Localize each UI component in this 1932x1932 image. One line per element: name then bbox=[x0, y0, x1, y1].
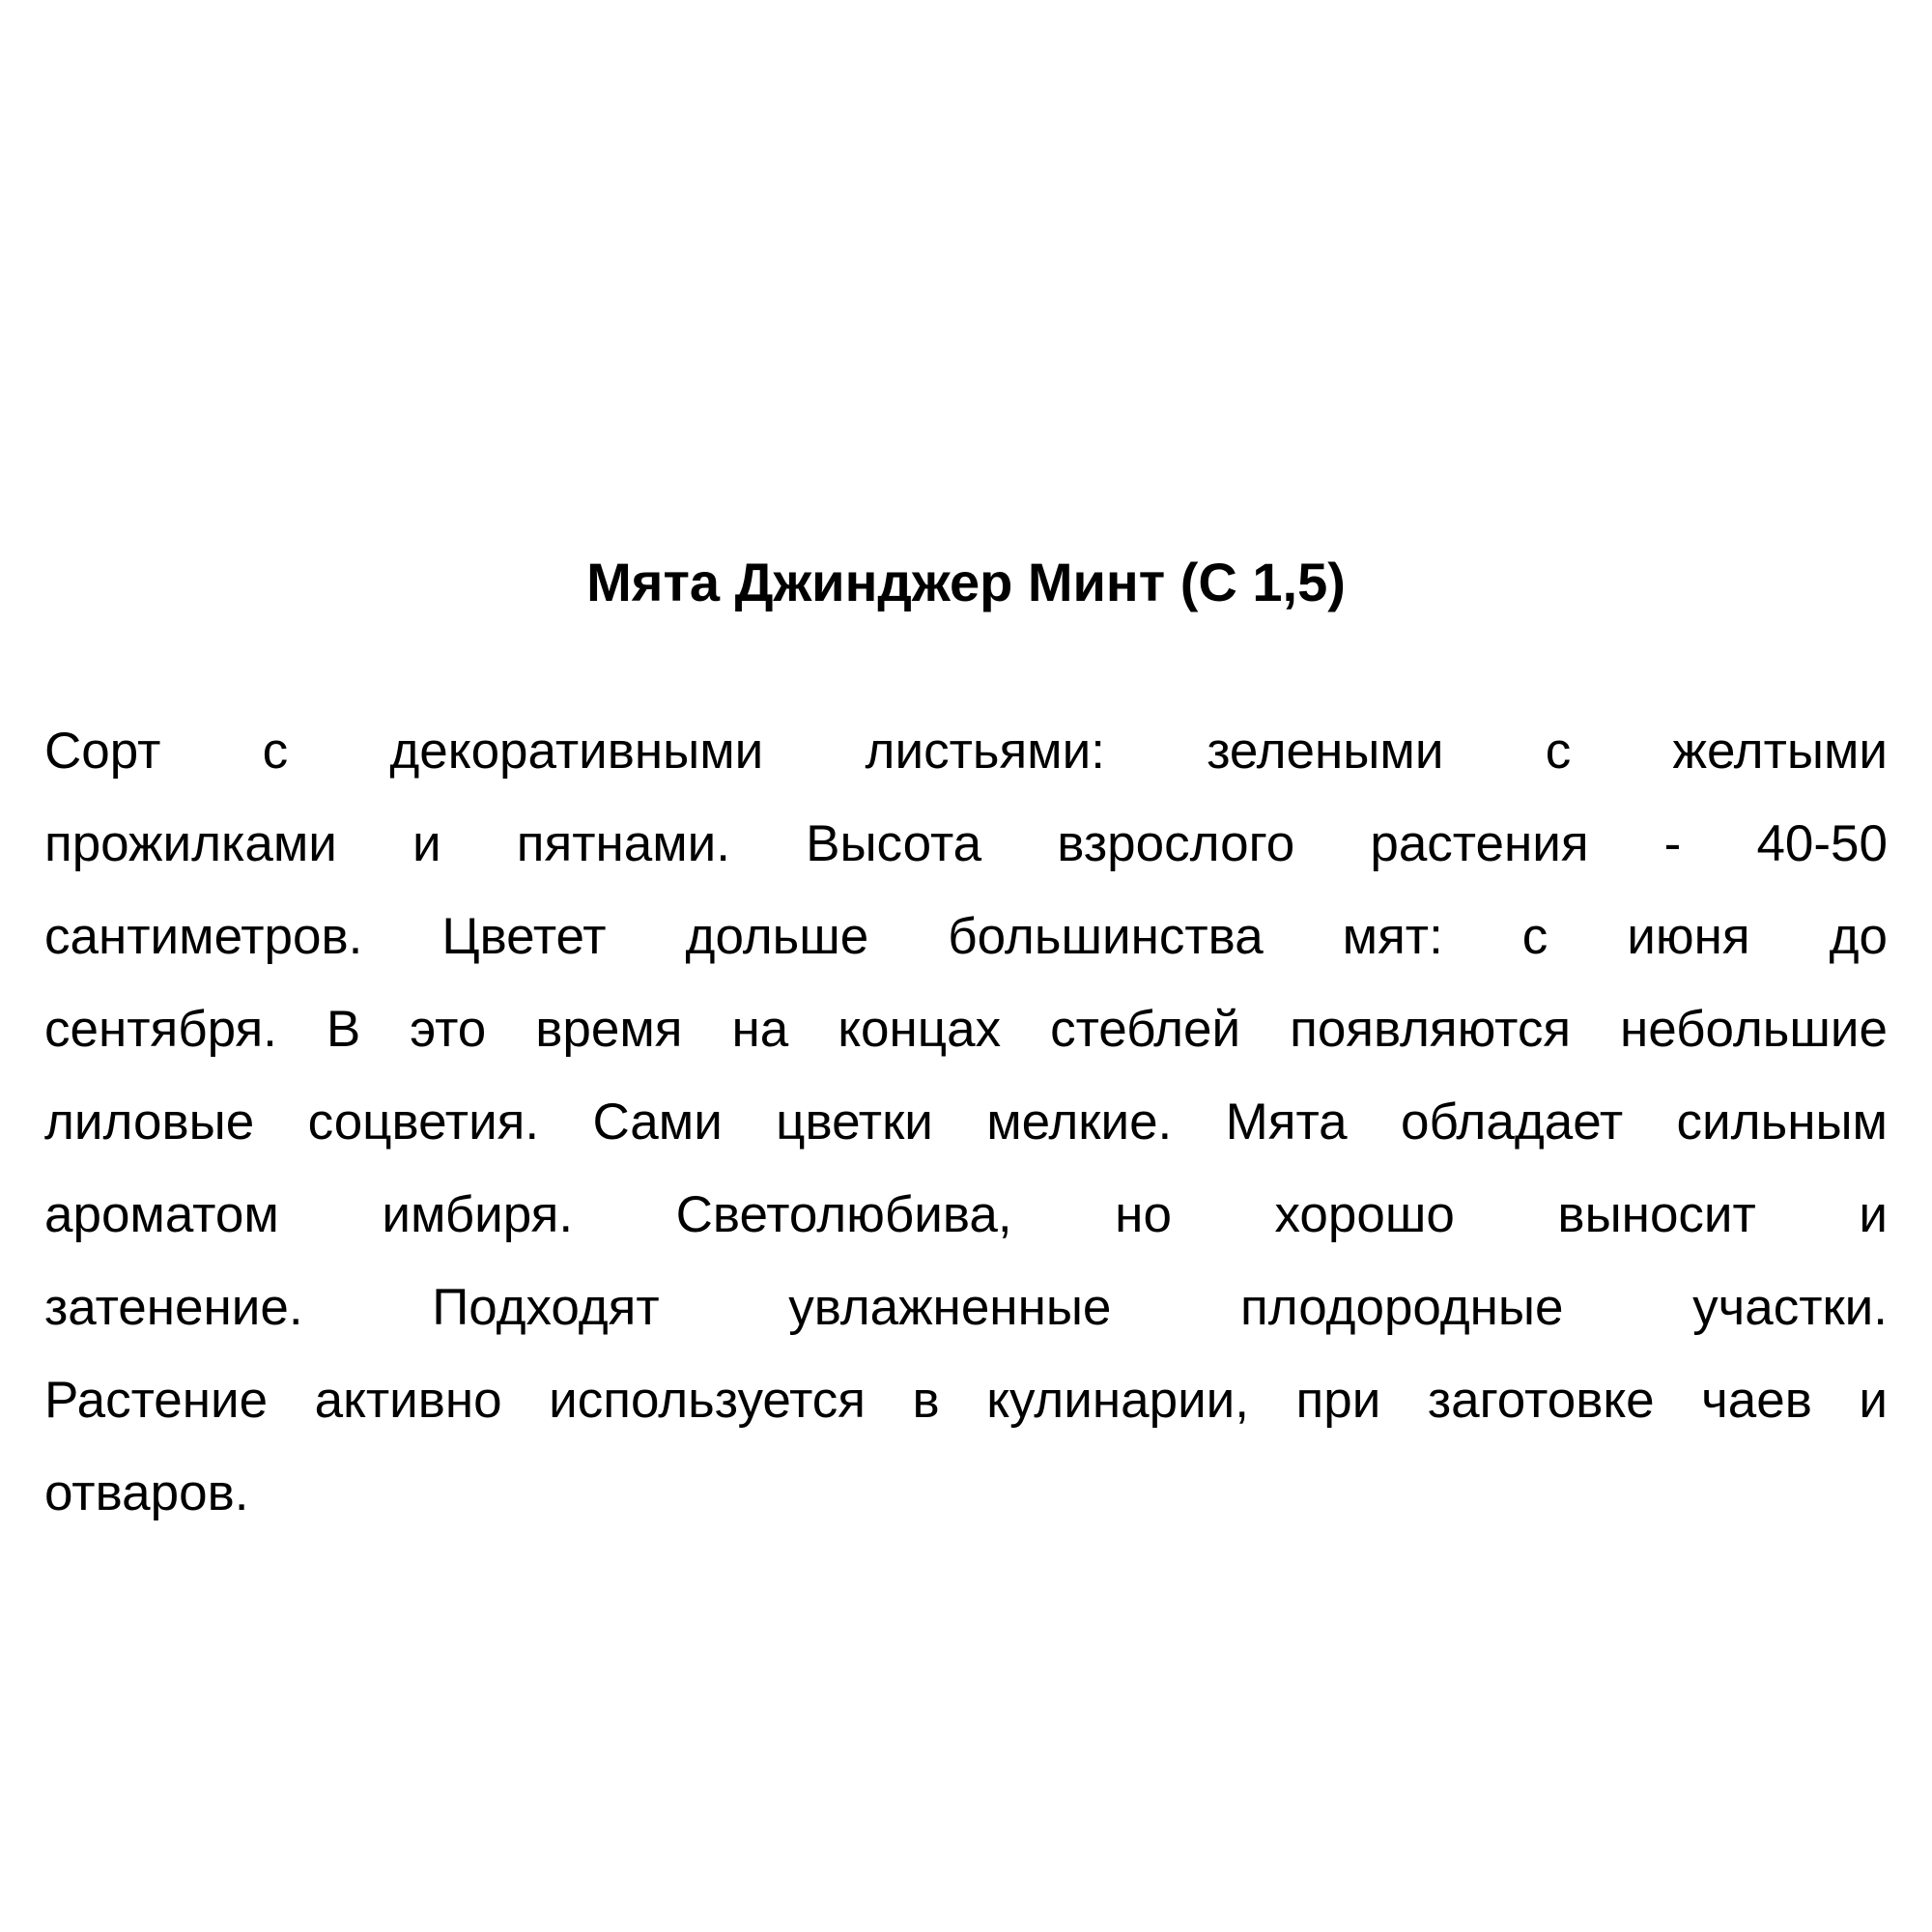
paragraph-line-8: Растение активно используется в кулинарии, при заготовке чаев и bbox=[44, 1372, 1888, 1429]
document-title: Мята Джинджер Минт (С 1,5) bbox=[586, 552, 1346, 612]
paragraph-line-7: затенение. Подходят увлажненные плодородные участки. bbox=[44, 1279, 1888, 1336]
document-body bbox=[44, 705, 1888, 1540]
paragraph-line-3: сантиметров. Цветет дольше большинства мят: с июня до bbox=[44, 908, 1888, 965]
paragraph-line-1: Сорт с декоративными листьями: зелеными с желтыми bbox=[44, 723, 1888, 780]
paragraph-line-4: сентября. В это время на концах стеблей появляются небольшие bbox=[44, 1001, 1888, 1058]
paragraph-line-2: прожилками и пятнами. Высота взрослого растения - 40-50 bbox=[44, 815, 1888, 872]
paragraph-line-9: отваров. bbox=[44, 1464, 249, 1521]
paragraph-line-5: лиловые соцветия. Сами цветки мелкие. Мята обладает сильным bbox=[44, 1094, 1888, 1151]
paragraph-line-6: ароматом имбиря. Светолюбива, но хорошо выносит и bbox=[44, 1186, 1888, 1243]
